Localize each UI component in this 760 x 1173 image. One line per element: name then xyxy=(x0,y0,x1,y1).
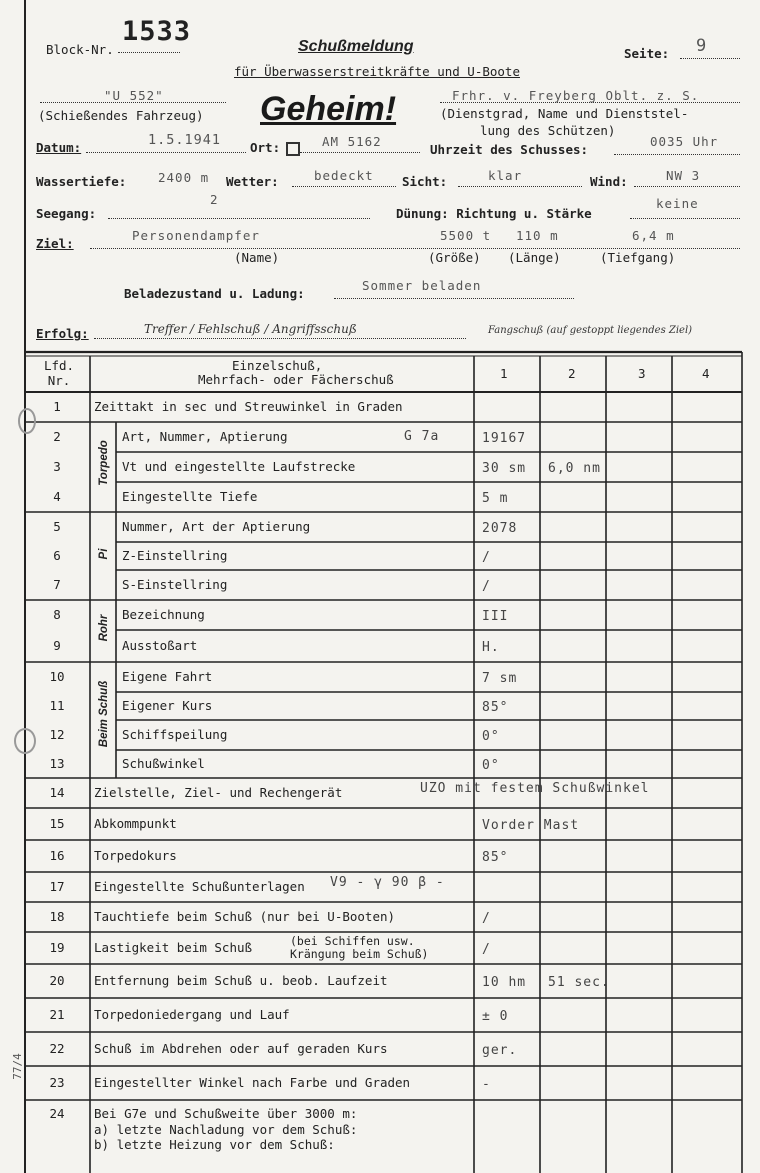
visibility-label: Sicht: xyxy=(402,174,448,189)
row-label-note: Krängung beim Schuß) xyxy=(290,947,429,961)
row-number: 22 xyxy=(49,1041,65,1056)
punch-hole-mark xyxy=(18,408,36,434)
row-span-value: UZO mit festem Schußwinkel xyxy=(420,781,650,796)
col-desc-header-2: Mehrfach- oder Fächerschuß xyxy=(198,372,394,387)
row-value-col-1: ger. xyxy=(482,1043,518,1058)
col-3-header: 3 xyxy=(638,366,646,381)
shooter-value: Frhr. v. Freyberg Oblt. z. S. xyxy=(452,88,700,103)
row-value-col-1: 5 m xyxy=(482,491,509,506)
row-label: Bezeichnung xyxy=(122,607,205,622)
time-label: Uhrzeit des Schusses: xyxy=(430,142,589,157)
row-number: 10 xyxy=(49,669,65,684)
date-label: Datum: xyxy=(36,140,82,155)
row-label-note: (bei Schiffen usw. xyxy=(290,934,415,948)
row-value-col-1: III xyxy=(482,609,509,624)
row-label: Torpedokurs xyxy=(94,848,177,863)
col-2-header: 2 xyxy=(568,366,576,381)
row-label: Eingestellte Tiefe xyxy=(122,489,258,504)
form-title: Schußmeldung xyxy=(298,38,414,55)
place-value: AM 5162 xyxy=(322,134,382,149)
row-label: Art, Nummer, Aptierung xyxy=(122,429,288,444)
group-label-torpedo: Torpedo xyxy=(98,440,110,486)
row-extra-value: G 7a xyxy=(404,429,440,444)
row-number: 11 xyxy=(49,698,65,713)
row-number: 12 xyxy=(49,727,65,742)
wind-value: NW 3 xyxy=(666,168,701,183)
result-label: Erfolg: xyxy=(36,326,89,341)
depth-label: Wassertiefe: xyxy=(36,174,127,189)
col-1-header: 1 xyxy=(500,366,508,381)
row-label: Eingestellter Winkel nach Farbe und Graden xyxy=(94,1075,411,1090)
row-label: Eigener Kurs xyxy=(122,698,213,713)
row-number: 4 xyxy=(53,489,61,504)
row-number: 24 xyxy=(49,1106,65,1121)
swell-label: Dünung: Richtung u. Stärke xyxy=(396,206,592,221)
target-caption-size: (Größe) xyxy=(428,250,481,265)
row-value-col-1: / xyxy=(482,911,491,926)
block-number: 1533 xyxy=(122,16,192,47)
col-4-header: 4 xyxy=(702,366,710,381)
row-number: 23 xyxy=(49,1075,65,1090)
weather-value: bedeckt xyxy=(314,168,374,183)
row-label: Lastigkeit beim Schuß xyxy=(94,940,253,955)
row-value-col-1: - xyxy=(482,1077,491,1092)
load-label: Beladezustand u. Ladung: xyxy=(124,286,305,301)
row-number: 2 xyxy=(53,429,61,444)
row-label: Schußwinkel xyxy=(122,756,205,771)
row-sublabel: b) letzte Heizung vor dem Schuß: xyxy=(94,1137,335,1152)
target-caption-draft: (Tiefgang) xyxy=(600,250,676,265)
row-value-col-1: 85° xyxy=(482,850,509,865)
row-value-col-1: 7 sm xyxy=(482,671,518,686)
sea-value: 2 xyxy=(210,192,219,207)
form-subtitle: für Überwasserstreitkräfte und U-Boote xyxy=(234,64,520,79)
row-value-col-1: 2078 xyxy=(482,521,518,536)
row-number: 9 xyxy=(53,638,61,653)
row-number: 16 xyxy=(49,848,65,863)
row-number: 7 xyxy=(53,577,61,592)
place-label: Ort: xyxy=(250,140,281,155)
shooter-caption-2: lung des Schützen) xyxy=(480,123,616,138)
row-value-col-1: ± 0 xyxy=(482,1009,509,1024)
row-number: 6 xyxy=(53,548,61,563)
vessel-caption: (Schießendes Fahrzeug) xyxy=(38,108,204,123)
target-size: 5500 t xyxy=(440,228,492,243)
col-desc-header-1: Einzelschuß, xyxy=(232,358,323,373)
row-label: Schuß im Abdrehen oder auf geraden Kurs xyxy=(94,1041,388,1056)
row-span-value: V9 - γ 90 β - xyxy=(330,875,445,890)
target-label: Ziel: xyxy=(36,236,74,251)
row-value-col-1: 10 hm xyxy=(482,975,527,990)
row-value-col-1: / xyxy=(482,942,491,957)
row-number: 18 xyxy=(49,909,65,924)
target-draft: 6,4 m xyxy=(632,228,675,243)
punch-hole-mark xyxy=(14,728,36,754)
col-no-header: Lfd. Nr. xyxy=(43,358,75,388)
page-number: 9 xyxy=(696,36,708,56)
row-number: 3 xyxy=(53,459,61,474)
row-label: Torpedoniedergang und Lauf xyxy=(94,1007,290,1022)
result-note: Fangschuß (auf gestoppt liegendes Ziel) xyxy=(488,325,693,336)
row-label: Zielstelle, Ziel- und Rechengerät xyxy=(94,785,343,800)
row-sublabel: a) letzte Nachladung vor dem Schuß: xyxy=(94,1122,358,1137)
row-label: Bei G7e und Schußweite über 3000 m: xyxy=(94,1106,358,1121)
row-label: Eigene Fahrt xyxy=(122,669,213,684)
group-label-pi: Pi xyxy=(98,548,110,560)
block-label: Block-Nr. xyxy=(46,42,114,57)
shooter-caption-1: (Dienstgrad, Name und Dienststel- xyxy=(440,106,689,121)
target-caption-name: (Name) xyxy=(234,250,280,265)
row-number: 15 xyxy=(49,816,65,831)
depth-value: 2400 m xyxy=(158,170,210,185)
row-value-col-1: Vorder Mast xyxy=(482,818,580,833)
row-value-col-2: 51 sec. xyxy=(548,975,610,990)
page-label: Seite: xyxy=(624,46,670,61)
time-value: 0035 Uhr xyxy=(650,134,719,149)
row-number: 8 xyxy=(53,607,61,622)
row-number: 17 xyxy=(49,879,65,894)
row-label: Tauchtiefe beim Schuß (nur bei U-Booten) xyxy=(94,909,396,924)
row-label: Abkommpunkt xyxy=(94,816,177,831)
sea-label: Seegang: xyxy=(36,206,97,221)
classification-stamp: Geheim! xyxy=(260,90,397,128)
date-value: 1.5.1941 xyxy=(148,132,222,148)
row-label: Vt und eingestellte Laufstrecke xyxy=(122,459,356,474)
row-value-col-1: H. xyxy=(482,640,500,655)
row-value-col-1: 30 sm xyxy=(482,461,527,476)
row-number: 20 xyxy=(49,973,65,988)
visibility-value: klar xyxy=(488,168,523,183)
swell-value: keine xyxy=(656,196,699,211)
row-number: 19 xyxy=(49,940,65,955)
row-label: Z-Einstellring xyxy=(122,548,228,563)
row-number: 21 xyxy=(49,1007,65,1022)
row-value-col-1: 85° xyxy=(482,700,509,715)
row-label: S-Einstellring xyxy=(122,577,228,592)
row-number: 13 xyxy=(49,756,65,771)
row-value-col-1: 19167 xyxy=(482,431,527,446)
wind-label: Wind: xyxy=(590,174,628,189)
row-label: Eingestellte Schußunterlagen xyxy=(94,879,305,894)
row-label: Entfernung beim Schuß u. beob. Laufzeit xyxy=(94,973,388,988)
target-caption-length: (Länge) xyxy=(508,250,561,265)
row-number: 14 xyxy=(49,785,65,800)
row-label: Schiffspeilung xyxy=(122,727,228,742)
row-value-col-1: 0° xyxy=(482,729,500,744)
weather-label: Wetter: xyxy=(226,174,279,189)
vessel-value: "U 552" xyxy=(104,88,164,103)
margin-note: 77/4 xyxy=(10,1053,24,1080)
result-options: Treffer / Fehlschuß / Angriffsschuß xyxy=(144,322,357,336)
row-label: Nummer, Art der Aptierung xyxy=(122,519,311,534)
row-value-col-1: 0° xyxy=(482,758,500,773)
target-name: Personendampfer xyxy=(132,228,260,243)
row-label: Zeittakt in sec und Streuwinkel in Graden xyxy=(94,399,403,414)
row-value-col-1: / xyxy=(482,550,491,565)
row-number: 5 xyxy=(53,519,61,534)
load-value: Sommer beladen xyxy=(362,278,482,293)
group-label-rohr: Rohr xyxy=(98,614,110,642)
target-length: 110 m xyxy=(516,228,559,243)
row-number: 1 xyxy=(53,399,61,414)
row-label: Ausstoßart xyxy=(122,638,198,653)
row-value-col-2: 6,0 nm xyxy=(548,461,601,476)
group-label-beim-schuss: Beim Schuß xyxy=(98,680,110,748)
row-value-col-1: / xyxy=(482,579,491,594)
